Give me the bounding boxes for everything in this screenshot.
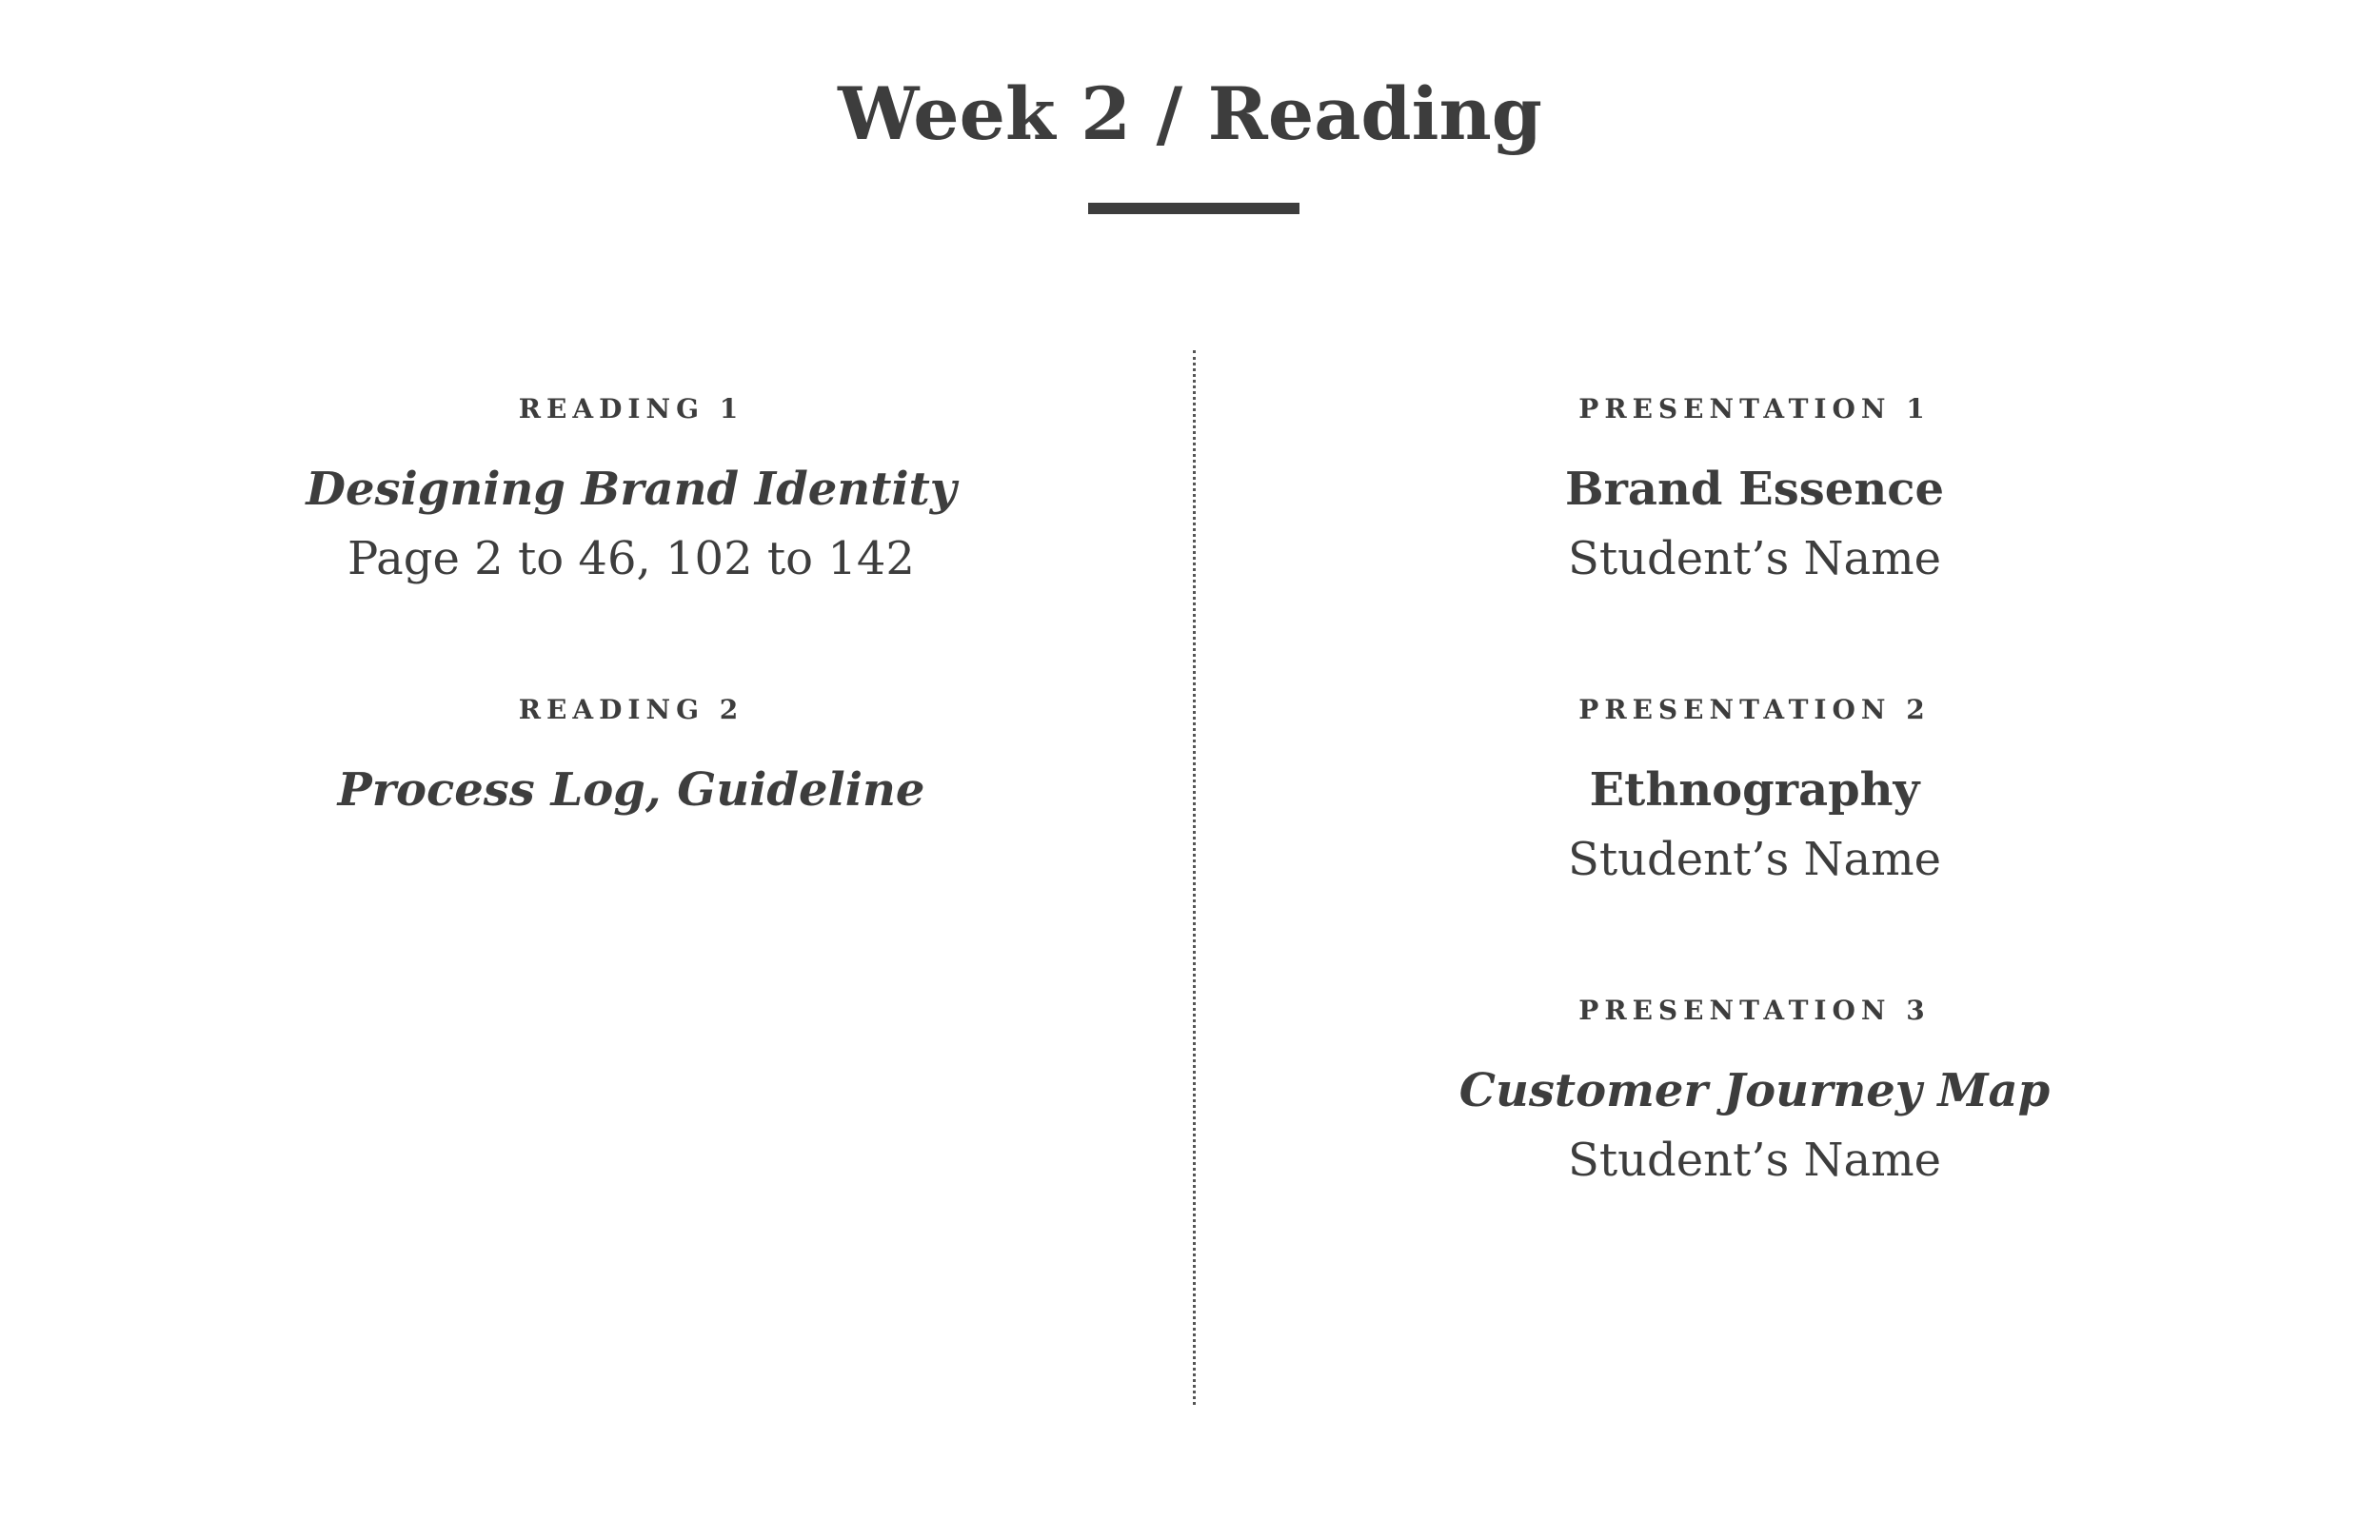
page-title: Week 2 / Reading [838,71,1542,156]
presentation-3-label: PRESENTATION 3 [1578,995,1931,1026]
column-divider [1193,350,1196,1405]
title-underline [1088,203,1299,214]
presentation-3-presenter: Student’s Name [1567,1134,1942,1187]
presentation-3 [1279,992,2231,1192]
reading-1-title: Designing Brand Identity [306,463,957,516]
presentation-1-presenter: Student’s Name [1567,532,1942,585]
presentation-1-title: Brand Essence [1565,463,1944,516]
reading-2-title: Process Log, Guideline [337,763,925,817]
reading-1-pages: Page 2 to 46, 102 to 142 [347,532,915,585]
presentation-1 [1279,390,2231,590]
presentation-2 [1279,691,2231,891]
reading-1 [155,390,1107,590]
reading-1-label: READING 1 [518,393,744,424]
presentation-2-presenter: Student’s Name [1567,833,1942,886]
reading-2-label: READING 2 [518,694,744,725]
reading-2 [155,691,1107,820]
presentation-2-title: Ethnography [1589,763,1920,817]
presentation-1-label: PRESENTATION 1 [1578,393,1931,424]
presentation-3-title: Customer Journey Map [1458,1064,2051,1117]
presentation-2-label: PRESENTATION 2 [1578,694,1931,725]
